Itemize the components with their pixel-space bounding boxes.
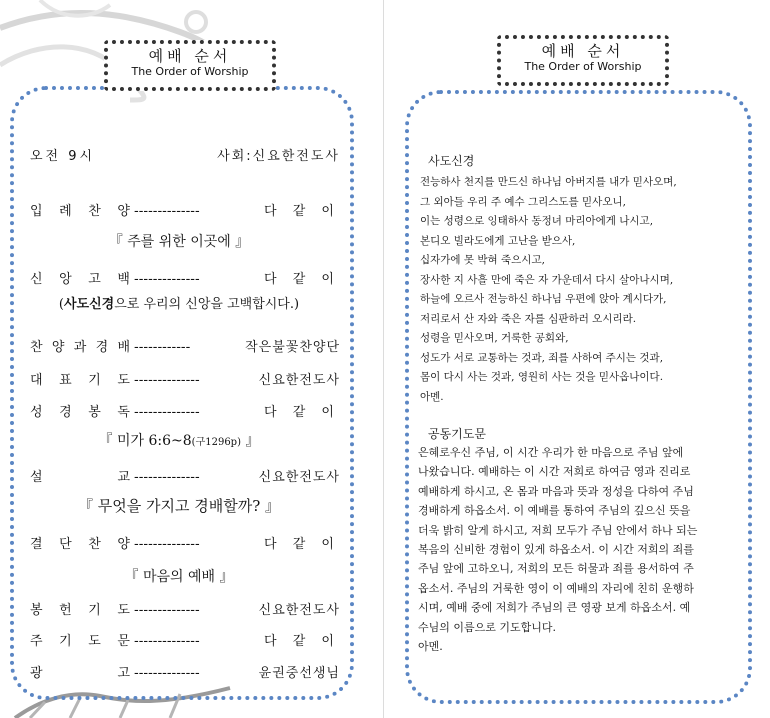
apostles-creed-text: [420, 173, 740, 407]
order-item-leader: ------------: [134, 340, 191, 355]
order-item-label-char: 기: [88, 603, 101, 618]
order-item-row: [30, 631, 340, 653]
creed-line: 장사한 지 사흘 만에 죽은 자 가운데서 다시 살아나시며,: [420, 273, 674, 286]
right-title-korean: 예배 순서: [541, 42, 625, 60]
order-item-label-char: 설: [30, 470, 43, 485]
order-item-label-char: 표: [59, 373, 72, 388]
order-item-label: [30, 467, 130, 489]
order-item-label: [30, 631, 130, 653]
order-item-label-char: 양: [117, 537, 130, 552]
scripture-page: (구1296p): [191, 437, 241, 448]
order-title-korean: 예배 순서: [148, 47, 232, 65]
order-item-leader: --------------: [134, 666, 200, 681]
order-item-label-char: 성: [30, 405, 43, 420]
order-item-label: [30, 370, 130, 392]
prayer-line: 예배하게 하시고, 온 몸과 마음과 뜻과 정성을 다하여 주님: [418, 484, 694, 498]
order-item-label: [30, 201, 130, 223]
fold-line: [383, 0, 384, 718]
creed-line: 본디오 빌라도에게 고난을 받으사,: [420, 234, 576, 247]
order-item-label-char: 경: [59, 405, 72, 420]
creed-heading: 사도신경: [428, 154, 475, 168]
order-item-label-char: 도: [88, 634, 101, 649]
order-item-leader: --------------: [134, 537, 200, 552]
right-title-english: The Order of Worship: [524, 60, 642, 73]
order-item-person: 신요한전도사: [258, 373, 340, 388]
order-item-leader: --------------: [134, 204, 200, 219]
order-item-label-char: 신: [30, 272, 43, 287]
order-item-label-char: 봉: [88, 405, 101, 420]
order-item-row: [30, 201, 340, 223]
order-item-person: 다 같 이: [264, 537, 340, 552]
order-item-label-char: 찬: [30, 340, 43, 355]
prayer-line: 은혜로우신 주님, 이 시간 우리가 한 마음으로 주님 앞에: [418, 446, 684, 459]
service-host: 사회:신요한전도사: [217, 149, 340, 164]
order-title-english: The Order of Worship: [131, 65, 249, 78]
prayer-line: 옵소서. 주님의 거룩한 영이 이 예배의 자리에 친히 운행하: [418, 581, 694, 595]
scripture-close: 』: [241, 433, 260, 449]
scripture-main: 『 미가 6:6~8: [98, 433, 192, 449]
order-item-person: 다 같 이: [264, 272, 340, 287]
order-item-row: [30, 663, 340, 685]
opening-song-title: 『 주를 위한 이곳에 』: [108, 234, 250, 250]
order-item-label-char: 주: [30, 634, 43, 649]
order-item-label-char: 입: [30, 204, 43, 219]
creed-line: 성령을 믿사오며, 거룩한 공회와,: [420, 332, 569, 344]
creed-line: 하늘에 오르사 전능하신 하나님 우편에 앉아 계시다가,: [420, 293, 667, 305]
order-item-row: [30, 467, 340, 489]
order-item-label-char: 고: [117, 666, 130, 681]
prayer-line: 시며, 예배 중에 저희가 주님의 큰 영광 보게 하옵소서. 예: [418, 601, 691, 615]
order-item-row: [30, 534, 340, 556]
prayer-line: 아멘.: [418, 640, 443, 654]
order-item-person: 신요한전도사: [258, 470, 340, 485]
order-item-person: 다 같 이: [264, 204, 340, 219]
order-item-leader: --------------: [134, 405, 200, 420]
common-prayer-text: [418, 443, 742, 656]
prayer-line: 복음의 신비한 경험이 있게 하옵소서. 이 시간 저희의 죄를: [418, 543, 694, 557]
order-item-row: [30, 337, 340, 359]
prayer-heading: 공동기도문: [428, 427, 486, 441]
order-item-label: [30, 663, 130, 685]
order-item-label-char: 경: [95, 340, 109, 355]
order-item-label-char: 문: [117, 634, 130, 649]
prayer-line: 수님의 이름으로 기도합니다.: [418, 620, 557, 634]
right-title-badge: [497, 35, 669, 86]
order-item-label-char: 도: [117, 603, 130, 618]
order-item-row: [30, 600, 340, 622]
order-item-label-char: 기: [59, 634, 72, 649]
order-item-label-char: 앙: [59, 272, 72, 287]
order-item-person: 신요한전도사: [258, 603, 340, 618]
order-item-label-char: 양: [117, 204, 130, 219]
order-item-label-char: 배: [117, 340, 130, 355]
order-item-label-char: 양: [51, 340, 65, 355]
scripture-reference: [14, 430, 344, 450]
order-item-leader: --------------: [134, 272, 200, 287]
prayer-line: 나왔습니다. 예배하는 이 시간 저희로 하여금 영과 진리로: [418, 465, 691, 479]
order-item-label-char: 단: [59, 537, 72, 552]
sermon-title: 『 무엇을 가지고 경배할까? 』: [77, 497, 280, 515]
order-item-label: [30, 534, 130, 556]
prayer-line: 더욱 밝히 알게 하시고, 저희 모두가 주님 안에서 하나 되는: [418, 523, 698, 537]
order-item-row: [30, 402, 340, 424]
order-item-label-char: 찬: [88, 537, 101, 552]
order-item-label: [30, 269, 130, 291]
order-item-label-char: 교: [117, 470, 130, 485]
order-item-label: [30, 402, 130, 424]
order-item-label-char: 찬: [88, 204, 101, 219]
creed-line: 전능하사 천지를 만드신 하나님 아버지를 내가 믿사오며,: [420, 176, 677, 188]
order-item-person: 작은불꽃찬양단: [245, 340, 340, 355]
prayer-line: 경배하게 하옵소서. 이 예배를 통하여 주님의 깊으신 뜻을: [418, 504, 691, 518]
order-item-person: 다 같 이: [264, 634, 340, 649]
creed-note-bold: 사도신경: [63, 297, 115, 312]
order-item-label-char: 고: [88, 272, 101, 287]
order-title-badge: [104, 40, 276, 91]
order-item-label-char: 독: [117, 405, 130, 420]
order-item-label: [30, 600, 130, 622]
prayer-line: 주님 앞에 고하오니, 저희의 모든 허물과 죄를 용서하여 주: [418, 562, 694, 576]
order-item-row: [30, 370, 340, 392]
order-item-label-char: 과: [73, 340, 87, 355]
order-item-label-char: 기: [88, 373, 101, 388]
creed-line: 몸이 다시 사는 것과, 영원히 사는 것을 믿사옵나이다.: [420, 371, 664, 383]
order-item-label-char: 결: [30, 537, 43, 552]
order-item-person: 다 같 이: [264, 405, 340, 420]
order-item-label-char: 광: [30, 666, 43, 681]
creed-line: 이는 성령으로 잉태하사 동정녀 마리아에게 나시고,: [420, 215, 654, 227]
order-item-label-char: 례: [59, 204, 72, 219]
decision-song-title: 『 마음의 예배 』: [124, 569, 234, 585]
order-item-label: [30, 337, 130, 359]
order-header-row: [30, 146, 340, 168]
creed-line: 십자가에 못 박혀 죽으시고,: [420, 254, 545, 266]
order-item-label-char: 도: [117, 373, 130, 388]
order-item-label-char: 봉: [30, 603, 43, 618]
creed-line: 저리로서 산 자와 죽은 자를 심판하러 오시리라.: [420, 312, 637, 325]
order-item-leader: --------------: [134, 634, 200, 649]
creed-line: 성도가 서로 교통하는 것과, 죄를 사하여 주시는 것과,: [420, 351, 664, 364]
order-item-label-char: 대: [30, 373, 43, 388]
order-item-person: 윤권중선생님: [258, 666, 340, 681]
order-item-leader: --------------: [134, 470, 200, 485]
order-item-leader: --------------: [134, 603, 200, 618]
order-item-label-char: 백: [117, 272, 130, 287]
creed-line: 아멘.: [420, 390, 444, 403]
creed-note-rest: 으로 우리의 신앙을 고백합시다.: [114, 297, 295, 312]
creed-line: 그 외아들 우리 주 예수 그리스도를 믿사오니,: [420, 195, 626, 208]
order-item-leader: --------------: [134, 373, 200, 388]
order-item-row: [30, 269, 340, 291]
service-time: 오전 9시: [30, 149, 96, 164]
order-item-label-char: 헌: [59, 603, 72, 618]
creed-note: (사도신경으로 우리의 신앙을 고백합시다.): [58, 297, 300, 312]
